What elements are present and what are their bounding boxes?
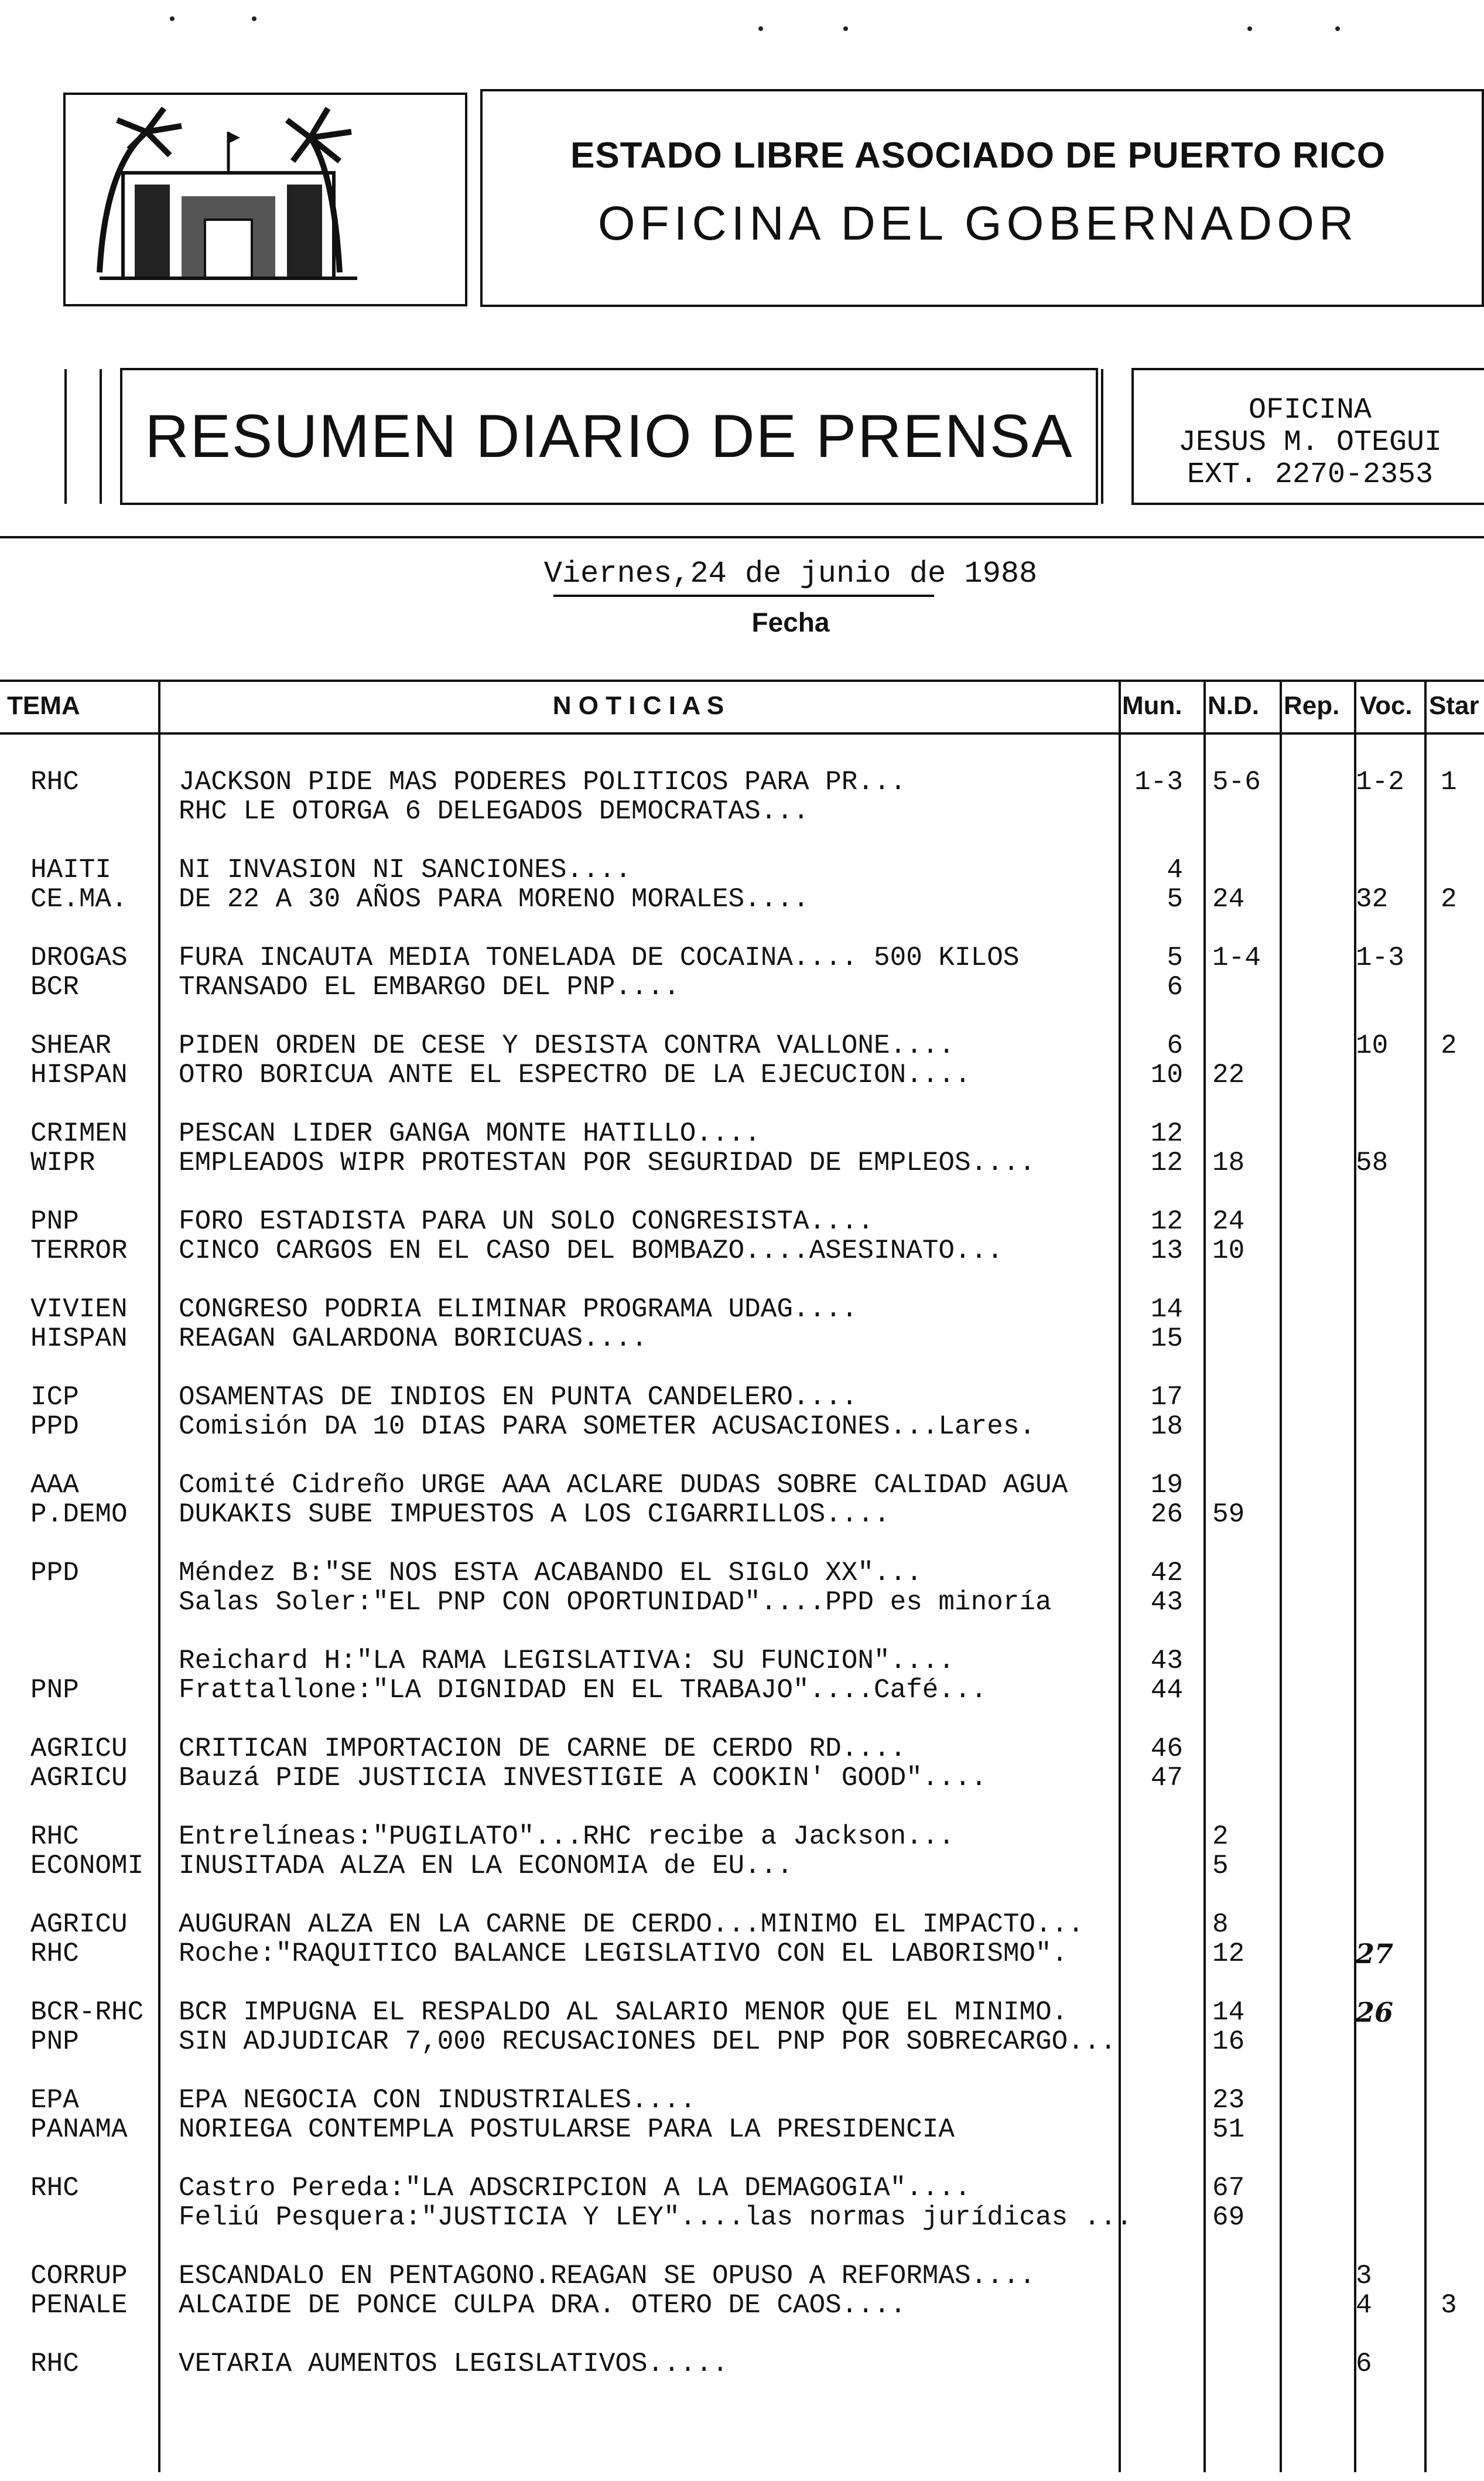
row-topic: WIPR xyxy=(30,1148,95,1178)
col-star: Star xyxy=(1429,691,1479,720)
row-headline: Entrelíneas:"PUGILATO"...RHC recibe a Jackson... xyxy=(179,1821,955,1852)
row-headline: Comisión DA 10 DIAS PARA SOMETER ACUSACIONES...Lares. xyxy=(179,1411,1036,1442)
row-topic: PNP xyxy=(30,2026,79,2057)
row-voc-page: 10 xyxy=(1356,1030,1389,1061)
row-headline: Salas Soler:"EL PNP CON OPORTUNIDAD"....PPD es minoría xyxy=(179,1587,1052,1617)
row-headline: Méndez B:"SE NOS ESTA ACABANDO EL SIGLO XX"... xyxy=(179,1558,922,1588)
row-voc-page: 1-2 xyxy=(1356,767,1404,797)
row-nd-page: 24 xyxy=(1212,1206,1245,1237)
row-headline: DE 22 A 30 AÑOS PARA MORENO MORALES.... xyxy=(179,884,809,914)
row-mun-page: 19 xyxy=(1150,1470,1183,1500)
row-nd-page: 23 xyxy=(1212,2085,1245,2115)
row-headline: Frattallone:"LA DIGNIDAD EN EL TRABAJO"....Café... xyxy=(179,1675,987,1705)
row-headline: VETARIA AUMENTOS LEGISLATIVOS..... xyxy=(179,2349,729,2379)
row-topic: DROGAS xyxy=(30,943,128,973)
row-headline: ESCANDALO EN PENTAGONO.REAGAN SE OPUSO A REFORMAS.... xyxy=(179,2261,1036,2291)
row-nd-page: 67 xyxy=(1212,2173,1245,2203)
row-headline: RHC LE OTORGA 6 DELEGADOS DEMOCRATAS... xyxy=(179,796,809,827)
row-nd-page: 12 xyxy=(1212,1939,1245,1969)
row-star-page: 1 xyxy=(1441,767,1457,797)
row-topic: AGRICU xyxy=(30,1909,128,1940)
row-topic: BCR xyxy=(30,972,79,1002)
row-mun-page: 17 xyxy=(1150,1382,1183,1412)
page-title: RESUMEN DIARIO DE PRENSA xyxy=(145,402,1073,470)
row-headline: Comité Cidreño URGE AAA ACLARE DUDAS SOBRE CALIDAD AGUA xyxy=(179,1470,1068,1500)
row-headline: BCR IMPUGNA EL RESPALDO AL SALARIO MENOR QUE EL MINIMO. xyxy=(179,1997,1068,2028)
row-headline: PESCAN LIDER GANGA MONTE HATILLO.... xyxy=(179,1118,761,1149)
row-nd-page: 8 xyxy=(1212,1909,1229,1940)
row-voc-page: 27 xyxy=(1356,1938,1394,1970)
banner-bar xyxy=(1101,369,1103,504)
row-mun-page: 4 xyxy=(1167,855,1183,885)
speck xyxy=(1335,26,1340,31)
row-mun-page: 12 xyxy=(1150,1206,1183,1237)
speck xyxy=(843,26,848,31)
row-headline: OSAMENTAS DE INDIOS EN PUNTA CANDELERO.... xyxy=(179,1382,858,1412)
office-line-3: EXT. 2270-2353 xyxy=(1186,458,1434,492)
column-rule xyxy=(1424,680,1427,2472)
row-mun-page: 14 xyxy=(1150,1294,1183,1325)
row-headline: SIN ADJUDICAR 7,000 RECUSACIONES DEL PNP POR SOBRECARGO... xyxy=(179,2026,1117,2057)
row-topic: ECONOMI xyxy=(30,1851,144,1881)
row-nd-page: 1-4 xyxy=(1212,943,1261,973)
table-header-rule xyxy=(0,732,1484,735)
row-headline: NORIEGA CONTEMPLA POSTULARSE PARA LA PRESIDENCIA xyxy=(179,2114,955,2145)
row-mun-page: 44 xyxy=(1150,1675,1183,1705)
row-star-page: 3 xyxy=(1441,2290,1457,2320)
row-headline: ALCAIDE DE PONCE CULPA DRA. OTERO DE CAOS.... xyxy=(179,2290,907,2320)
row-headline: REAGAN GALARDONA BORICUAS.... xyxy=(179,1323,648,1354)
row-headline: EPA NEGOCIA CON INDUSTRIALES.... xyxy=(179,2085,696,2115)
row-headline: CINCO CARGOS EN EL CASO DEL BOMBAZO....ASESINATO... xyxy=(179,1236,1003,1266)
row-mun-page: 13 xyxy=(1150,1236,1183,1266)
row-mun-page: 12 xyxy=(1150,1148,1183,1178)
speck xyxy=(758,26,763,31)
row-headline: DUKAKIS SUBE IMPUESTOS A LOS CIGARRILLOS.... xyxy=(179,1499,890,1530)
column-rule xyxy=(1203,680,1206,2472)
row-nd-page: 10 xyxy=(1212,1236,1245,1266)
row-topic: TERROR xyxy=(30,1236,128,1266)
row-headline: PIDEN ORDEN DE CESE Y DESISTA CONTRA VALLONE.... xyxy=(179,1030,955,1061)
row-topic: RHC xyxy=(30,1821,79,1852)
row-topic: HISPAN xyxy=(30,1323,128,1354)
la-fortaleza-emblem xyxy=(64,97,392,296)
row-topic: AGRICU xyxy=(30,1763,128,1793)
row-topic: CORRUP xyxy=(30,2261,128,2291)
row-topic: PNP xyxy=(30,1675,79,1705)
row-nd-page: 5 xyxy=(1212,1851,1229,1881)
row-voc-page: 58 xyxy=(1356,1148,1389,1178)
row-topic: VIVIEN xyxy=(30,1294,128,1325)
header-line1: ESTADO LIBRE ASOCIADO DE PUERTO RICO xyxy=(570,135,1386,176)
row-star-page: 2 xyxy=(1441,884,1457,914)
row-topic: RHC xyxy=(30,2173,79,2203)
col-rep: Rep. xyxy=(1284,691,1340,720)
row-topic: AAA xyxy=(30,1470,79,1500)
column-rule xyxy=(158,680,160,2472)
row-topic: PNP xyxy=(30,1206,79,1237)
row-headline: Feliú Pesquera:"JUSTICIA Y LEY"....las normas jurídicas ... xyxy=(179,2202,1133,2233)
row-nd-page: 24 xyxy=(1212,884,1245,914)
row-topic: SHEAR xyxy=(30,1030,112,1061)
row-headline: INUSITADA ALZA EN LA ECONOMIA de EU... xyxy=(179,1851,793,1881)
row-voc-page: 26 xyxy=(1356,1997,1394,2028)
row-topic: PENALE xyxy=(30,2290,128,2320)
row-topic: RHC xyxy=(30,767,79,797)
date-label: Fecha xyxy=(751,607,830,637)
row-mun-page: 18 xyxy=(1150,1411,1183,1442)
row-mun-page: 26 xyxy=(1150,1499,1183,1530)
col-mun: Mun. xyxy=(1122,691,1182,720)
speck xyxy=(170,16,175,21)
row-mun-page: 46 xyxy=(1150,1733,1183,1764)
row-topic: CE.MA. xyxy=(30,884,128,914)
speck xyxy=(1247,26,1252,31)
row-nd-page: 18 xyxy=(1212,1148,1245,1178)
col-tema: TEMA xyxy=(7,691,80,720)
row-mun-page: 5 xyxy=(1167,943,1183,973)
row-topic: EPA xyxy=(30,2085,79,2115)
header-line2: OFICINA DEL GOBERNADOR xyxy=(597,197,1359,250)
row-headline: CRITICAN IMPORTACION DE CARNE DE CERDO RD.... xyxy=(179,1733,907,1764)
office-line-2: JESUS M. OTEGUI xyxy=(1178,426,1442,459)
col-nd: N.D. xyxy=(1208,691,1259,720)
row-topic: PPD xyxy=(30,1411,79,1442)
row-headline: NI INVASION NI SANCIONES.... xyxy=(179,855,631,885)
col-voc: Voc. xyxy=(1360,691,1413,720)
row-headline: Reichard H:"LA RAMA LEGISLATIVA: SU FUNCION".... xyxy=(179,1646,955,1676)
row-voc-page: 6 xyxy=(1356,2349,1372,2379)
row-headline: Bauzá PIDE JUSTICIA INVESTIGIE A COOKIN' GOOD".... xyxy=(179,1763,987,1793)
row-topic: PANAMA xyxy=(30,2114,128,2145)
row-nd-page: 22 xyxy=(1212,1060,1245,1090)
row-headline: EMPLEADOS WIPR PROTESTAN POR SEGURIDAD DE EMPLEOS.... xyxy=(179,1148,1036,1178)
row-nd-page: 59 xyxy=(1212,1499,1245,1530)
row-headline: FURA INCAUTA MEDIA TONELADA DE COCAINA.... 500 KILOS xyxy=(179,943,1020,973)
office-line-1: OFICINA xyxy=(1248,394,1372,427)
row-topic: AGRICU xyxy=(30,1733,128,1764)
row-mun-page: 6 xyxy=(1167,972,1183,1002)
row-mun-page: 12 xyxy=(1150,1118,1183,1149)
row-headline: Roche:"RAQUITICO BALANCE LEGISLATIVO CON EL LABORISMO". xyxy=(179,1939,1068,1969)
row-mun-page: 15 xyxy=(1150,1323,1183,1354)
row-mun-page: 5 xyxy=(1167,884,1183,914)
row-headline: FORO ESTADISTA PARA UN SOLO CONGRESISTA.... xyxy=(179,1206,874,1237)
row-mun-page: 6 xyxy=(1167,1030,1183,1061)
row-topic: HISPAN xyxy=(30,1060,128,1090)
row-mun-page: 43 xyxy=(1150,1587,1183,1617)
row-headline: OTRO BORICUA ANTE EL ESPECTRO DE LA EJECUCION.... xyxy=(179,1060,971,1090)
row-mun-page: 47 xyxy=(1150,1763,1183,1793)
date-value: Viernes,24 de junio de 1988 xyxy=(543,557,1038,591)
speck xyxy=(252,16,257,21)
row-nd-page: 16 xyxy=(1212,2026,1245,2057)
row-mun-page: 1-3 xyxy=(1134,767,1183,797)
row-topic: P.DEMO xyxy=(30,1499,128,1530)
row-topic: ICP xyxy=(30,1382,79,1412)
row-mun-page: 43 xyxy=(1150,1646,1183,1676)
row-nd-page: 5-6 xyxy=(1212,767,1261,797)
banner-bar xyxy=(100,369,102,504)
banner-bar xyxy=(64,369,67,504)
row-nd-page: 69 xyxy=(1212,2202,1245,2233)
row-star-page: 2 xyxy=(1441,1030,1457,1061)
row-headline: Castro Pereda:"LA ADSCRIPCION A LA DEMAGOGIA".... xyxy=(179,2173,971,2203)
divider xyxy=(0,536,1484,538)
row-topic: CRIMEN xyxy=(30,1118,128,1149)
col-noticias: N O T I C I A S xyxy=(552,691,724,720)
row-topic: RHC xyxy=(30,1939,79,1969)
row-voc-page: 1-3 xyxy=(1356,943,1404,973)
row-voc-page: 4 xyxy=(1356,2290,1372,2320)
row-headline: AUGURAN ALZA EN LA CARNE DE CERDO...MINIMO EL IMPACTO... xyxy=(179,1909,1084,1940)
row-topic: HAITI xyxy=(30,855,112,885)
row-topic: RHC xyxy=(30,2349,79,2379)
row-nd-page: 51 xyxy=(1212,2114,1245,2145)
row-topic: PPD xyxy=(30,1558,79,1588)
row-mun-page: 42 xyxy=(1150,1558,1183,1588)
row-nd-page: 14 xyxy=(1212,1997,1245,2028)
row-headline: CONGRESO PODRIA ELIMINAR PROGRAMA UDAG.... xyxy=(179,1294,858,1325)
row-headline: TRANSADO EL EMBARGO DEL PNP.... xyxy=(179,972,680,1002)
row-voc-page: 3 xyxy=(1356,2261,1372,2291)
row-mun-page: 10 xyxy=(1150,1060,1183,1090)
row-topic: BCR-RHC xyxy=(30,1997,144,2028)
column-rule xyxy=(1280,680,1282,2472)
date-underline xyxy=(553,595,934,597)
row-headline: JACKSON PIDE MAS PODERES POLITICOS PARA PR... xyxy=(179,767,907,797)
row-nd-page: 2 xyxy=(1212,1821,1229,1852)
row-voc-page: 32 xyxy=(1356,884,1389,914)
